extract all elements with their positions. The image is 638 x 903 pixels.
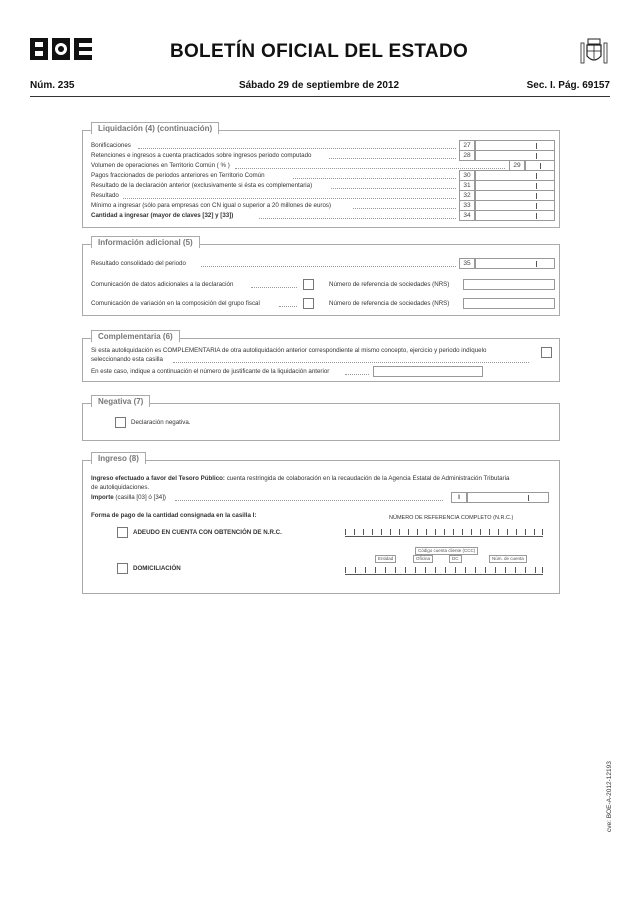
importe-field[interactable] [467,492,549,503]
box-28: 28 [459,150,475,161]
box-30: 30 [459,170,475,181]
domiciliacion-checkbox[interactable] [117,563,128,574]
section-tab: Negativa (7) [91,395,150,407]
leader-line [345,374,369,375]
leader-line [175,500,443,501]
row-label: Volumen de operaciones en Territorio Común ( % ) [91,162,230,169]
comunicacion-variacion-checkbox[interactable] [303,298,314,309]
box-31: 31 [459,180,475,191]
nrs-field-2[interactable] [463,298,555,309]
importe-bold: Importe [91,494,114,501]
row-label: Cantidad a ingresar (mayor de claves [32] y [33]) [91,212,234,219]
leader-line [138,148,456,149]
importe-rest: (casilla [03] ó [34]) [113,494,166,501]
forma-pago-label: Forma de pago de la cantidad consignada en la casilla I: [91,512,257,519]
header-divider [30,96,610,97]
section-tab: Liquidación (4) (continuación) [91,122,219,134]
row-label: Retenciones e ingresos a cuenta practicados sobre ingresos periodo computado [91,152,312,159]
importe-label [91,494,166,501]
leader-line [331,188,456,189]
leader-line [173,362,529,363]
row-label: Resultado de la declaración anterior (exclusivamente si ésta es complementaria) [91,182,313,189]
coat-of-arms-icon [578,36,610,68]
ccc-field[interactable] [345,565,543,575]
row-label: Bonificaciones [91,142,131,149]
box-29: 29 [509,160,525,171]
leader-line [259,218,456,219]
ingreso-text: de autoliquidaciones. [91,484,150,491]
leader-line [279,306,297,307]
issue-number: Núm. 235 [30,80,75,91]
nrc-title: NÚMERO DE REFERENCIA COMPLETO (N.R.C.) [389,515,514,521]
leader-line [201,266,456,267]
complementaria-text: Si esta autoliquidación es COMPLEMENTARIA de otra autoliquidación anterior correspondiente al mismo concepto, ejercicio y periodo indíquelo [91,347,487,354]
complementaria-text: En este caso, indique a continuación el número de justificante de la liquidación anterior [91,368,330,375]
row-label: Resultado [91,192,119,199]
leader-line [123,198,456,199]
domiciliacion-label: DOMICILIACIÓN [133,565,181,572]
leader-line [235,168,505,169]
adeudo-checkbox[interactable] [117,527,128,538]
nrc-field[interactable] [345,527,543,537]
declaracion-negativa-checkbox[interactable] [115,417,126,428]
box-32: 32 [459,190,475,201]
page-title: BOLETÍN OFICIAL DEL ESTADO [169,41,469,62]
box-27: 27 [459,140,475,151]
declaracion-negativa-label: Declaración negativa. [131,419,191,426]
complementaria-text: seleccionando esta casilla [91,356,163,363]
section-complementaria [82,332,560,382]
ccc-dc-label: DC [449,555,462,563]
ccc-title: Código cuenta cliente (CCC) [415,547,478,555]
issue-date: Sábado 29 de septiembre de 2012 [238,80,400,91]
leader-line [251,287,297,288]
resultado-consolidado-label: Resultado consolidado del periodo [91,260,186,267]
justificante-anterior-field[interactable] [373,366,483,377]
section-liquidacion [82,124,560,228]
ccc-oficina-label: Oficina [413,555,433,563]
nrs-label: Número de referencia de sociedades (NRS) [329,300,450,307]
complementaria-checkbox[interactable] [541,347,552,358]
comunicacion-datos-checkbox[interactable] [303,279,314,290]
row-label: Pagos fraccionados de periodos anteriores en Territorio Común [91,172,265,179]
ingreso-text [91,475,509,482]
section-tab: Información adicional (5) [91,236,200,248]
box-34: 34 [459,210,475,221]
leader-line [329,158,456,159]
box-importe: I [451,492,467,503]
section-negativa [82,397,560,441]
box-33: 33 [459,200,475,211]
cve-code: cve: BOE-A-2012-12193 [606,761,613,832]
nrs-field-1[interactable] [463,279,555,290]
leader-line [293,178,456,179]
field-35[interactable] [475,258,555,269]
ccc-entidad-label: Entidad [375,555,396,563]
section-tab: Ingreso (8) [91,452,146,464]
leader-line [353,208,456,209]
field-34[interactable] [475,210,555,221]
ingreso-text-bold: Ingreso efectuado a favor del Tesoro Público: [91,475,225,482]
section-ingreso [82,454,560,594]
adeudo-label: ADEUDO EN CUENTA CON OBTENCIÓN DE N.R.C. [133,529,282,536]
ingreso-text-rest: cuenta restringida de colaboración en la recaudación de la Agencia Estatal de Administración Tributaria [224,475,510,482]
nrs-label: Número de referencia de sociedades (NRS) [329,281,450,288]
section-page: Sec. I. Pág. 69157 [526,80,610,91]
section-informacion-adicional [82,238,560,316]
comunicacion-variacion-label: Comunicación de variación en la composición del grupo fiscal [91,300,260,307]
comunicacion-datos-label: Comunicación de datos adicionales a la declaración [91,281,234,288]
ccc-cuenta-label: Núm. de cuenta [489,555,527,563]
section-tab: Complementaria (6) [91,330,180,342]
box-35: 35 [459,258,475,269]
row-label: Mínimo a ingresar (sólo para empresas con CN igual o superior a 20 millones de euros) [91,202,332,209]
